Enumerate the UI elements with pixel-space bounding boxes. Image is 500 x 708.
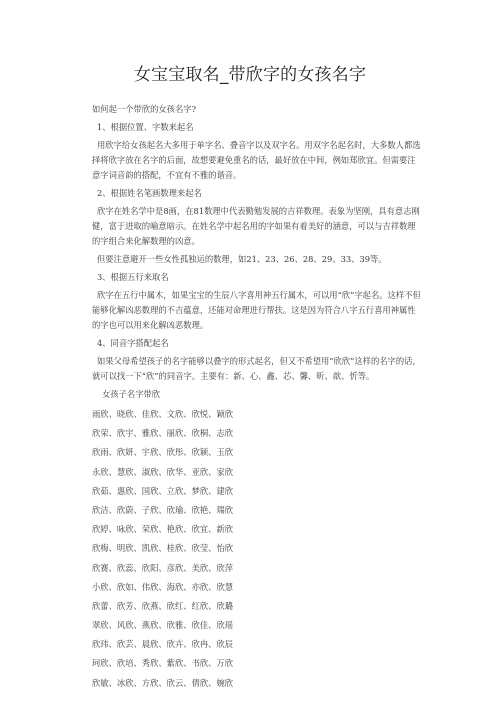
paragraph-3: 但要注意避开一些女性孤独运的数理，如21、23、26、28、29、33、39等。 (96, 254, 387, 264)
question-heading: 如何起一个带欣的女孩名字? (92, 104, 197, 114)
article-body (92, 102, 422, 693)
paragraph-4: 欣字在五行中属木，如果宝宝的生辰八字喜用神五行属木，可以用“欣”字起名。这样不但能够化解凶恶数理的不吉蕴意，还能对命理进行帮扶。这是因为符合八字五行喜用神属性的字也可以用来化解凶恶数理。 (92, 290, 421, 330)
name-row: 欣赛、欣蕊、欣阳、彦欣、美欣、欣萍 (92, 562, 234, 573)
section-heading-4: 4、同音字搭配起名 (96, 338, 169, 348)
section-heading-3: 3、根据五行来取名 (96, 272, 169, 282)
name-row: 永欣、慧欣、淑欣、欣华、亚欣、家欣 (92, 466, 234, 477)
name-row: 欣荣、欣宇、雅欣、丽欣、欣桐、志欣 (92, 428, 234, 439)
name-row: 欣敏、冰欣、方欣、欣云、倩欣、婉欣 (92, 677, 234, 688)
name-row: 翠欣、风欣、燕欣、欣雅、欣佳、欣瑶 (92, 620, 234, 631)
name-list (92, 405, 422, 693)
name-row: 欣茹、惠欣、国欣、立欣、梦欣、建欣 (92, 485, 234, 496)
name-list-title: 女孩子名字带欣 (102, 389, 161, 399)
name-row: 雨欣、晓欣、佳欣、文欣、欣悦、颖欣 (92, 409, 234, 419)
section-heading-2: 2、根据姓名笔画数理来起名 (96, 188, 202, 198)
name-row: 欣洁、欣蔚、子欣、欣瑜、欣艳、瑞欣 (92, 504, 234, 515)
name-row: 欣梅、明欣、凯欣、桂欣、欣莹、怡欣 (92, 543, 234, 554)
name-row: 小欣、欣如、伟欣、海欣、亦欣、欣慧 (92, 581, 234, 592)
paragraph-5: 如果父母希望孩子的名字能够以叠字的形式起名，但又不希望用“欣欣”这样的名字的话，就可以找一下“欣”的同音字。主要有：新、心、鑫、芯、馨、昕、歆、忻等。 (92, 356, 421, 381)
name-row: 欣蕾、欣芳、欣燕、欣红、红欣、欣璐 (92, 600, 234, 611)
paragraph-1: 用欣字给女孩起名大多用于单字名、叠音字以及双字名。用双字名起名时，大多数人都选择将欣字放在名字的后面，故想要避免重名的话，最好放在中间，例如郑欣宜。但需要注意字词音韵的搭配，不宜有不雅的谐音。 (92, 140, 421, 180)
name-row: 欣雨、欣妍、宇欣、欣彤、欣颖、玉欣 (92, 447, 234, 458)
name-row: 欣婷、咏欣、荣欣、艳欣、欣宜、新欣 (92, 524, 234, 535)
name-row: 珂欣、欣培、秀欣、紫欣、书欣、万欣 (92, 658, 234, 669)
paragraph-2: 欣字在姓名学中是8画，在81数理中代表勤勉发展的吉祥数理。表象为坚刚，具有意志刚健，富于进取的喻意暗示。在姓名学中起名用的字如果有着美好的涵意，可以与吉祥数理的字组合来化解数理的凶意。 (92, 206, 420, 246)
page-title: 女宝宝取名_带欣字的女孩名字 (133, 65, 367, 85)
name-row: 欣玮、欣芸、晨欣、欣卉、欣冉、欣辰 (92, 639, 234, 650)
section-heading-1: 1、根据位置、字数来起名 (96, 122, 194, 132)
